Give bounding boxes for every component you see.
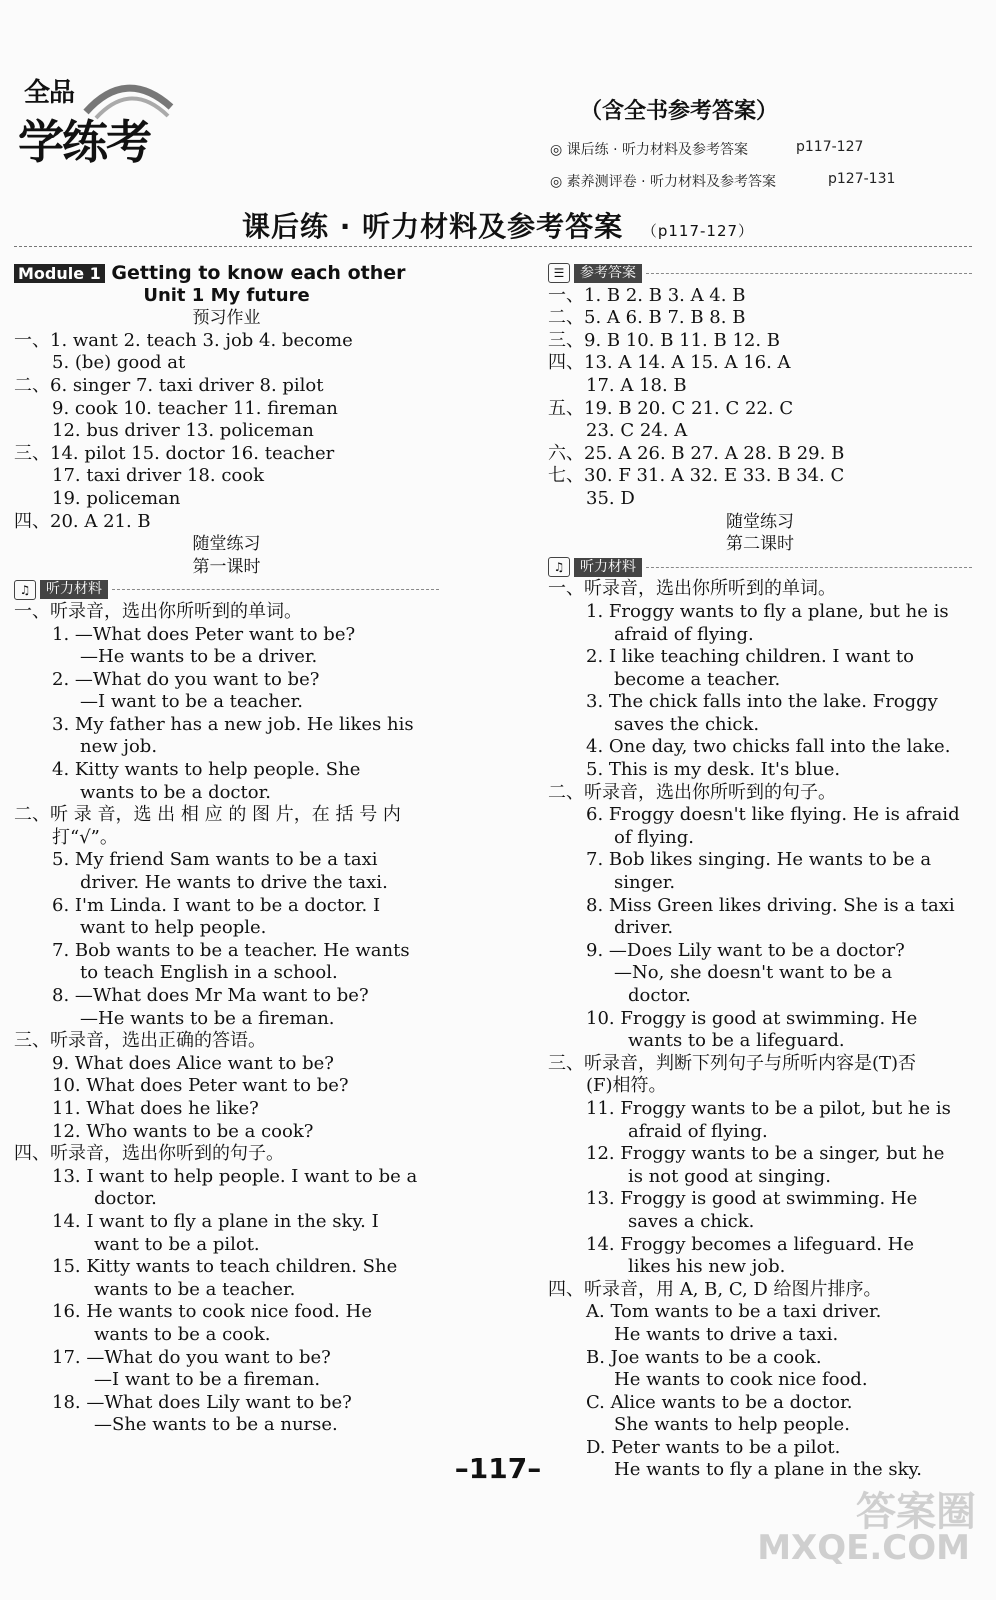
question-line: likes his new job.: [628, 1256, 786, 1278]
answer-line: 35. D: [586, 487, 635, 509]
listening-material-label: 听力材料: [40, 580, 108, 599]
question-line: wants to be a doctor.: [80, 781, 271, 803]
question-line: 二、听 录 音，选 出 相 应 的 图 片，在 括 号 内: [14, 804, 401, 826]
question-line: —I want to be a teacher.: [80, 691, 303, 713]
question-line: to teach English in a school.: [80, 962, 338, 984]
question-line: 7. Bob wants to be a teacher. He wants: [52, 939, 410, 961]
question-line: 10. Froggy is good at swimming. He: [586, 1007, 918, 1029]
section-practice: 随堂练习: [726, 511, 794, 532]
answer-line: 17. taxi driver 18. cook: [52, 465, 264, 487]
question-line: 二、听录音，选出你所听到的句子。: [548, 781, 836, 803]
question-line: 2. —What do you want to be?: [52, 668, 320, 690]
question-line: 12. Froggy wants to be a singer, but he: [586, 1143, 945, 1165]
answer-key-tag: [548, 262, 972, 285]
question-line: 2. I like teaching children. I want to: [586, 646, 914, 668]
main-title: [0, 205, 996, 245]
answer-line: 12. bus driver 13. policeman: [52, 420, 314, 442]
question-line: 14. Froggy becomes a lifeguard. He: [586, 1233, 915, 1255]
answer-line: 二、6. singer 7. taxi driver 8. pilot: [14, 374, 324, 396]
question-line: 7. Bob likes singing. He wants to be a: [586, 849, 932, 871]
header-line-2-name: ◎ 素养测评卷 · 听力材料及参考答案: [550, 174, 777, 190]
question-line: 三、听录音，选出正确的答语。: [14, 1030, 266, 1052]
question-line: 13. I want to help people. I want to be a: [52, 1165, 418, 1187]
question-line: wants to be a lifeguard.: [628, 1030, 845, 1052]
title-divider: [14, 246, 972, 247]
tag-divider: [112, 589, 439, 590]
question-line: 一、听录音，选出你所听到的单词。: [14, 600, 302, 622]
module-heading: [14, 262, 439, 285]
question-line: 3. My father has a new job. He likes his: [52, 713, 414, 735]
question-line: 三、听录音，判断下列句子与所听内容是(T)否: [548, 1052, 917, 1074]
question-line: —She wants to be a nurse.: [94, 1414, 338, 1436]
question-line: is not good at singing.: [628, 1165, 831, 1187]
question-line: 四、听录音，用 A, B, C, D 给图片排序。: [548, 1278, 882, 1300]
tag-divider: [646, 567, 972, 568]
question-line: 15. Kitty wants to teach children. She: [52, 1256, 398, 1278]
headphones-icon: ♫: [548, 557, 570, 577]
question-line: wants to be a cook.: [94, 1323, 271, 1345]
question-line: 10. What does Peter want to be?: [52, 1075, 349, 1097]
question-line: 4. One day, two chicks fall into the lake.: [586, 736, 951, 758]
question-line: —No, she doesn't want to be a: [614, 962, 893, 984]
answer-line: 三、14. pilot 15. doctor 16. teacher: [14, 442, 335, 464]
answer-line: 五、19. B 20. C 21. C 22. C: [548, 397, 794, 419]
question-line: 9. —Does Lily want to be a doctor?: [586, 939, 905, 961]
headphones-icon: ♫: [14, 580, 36, 600]
answer-line: 一、1. want 2. teach 3. job 4. become: [14, 329, 353, 351]
question-line: (F)相符。: [586, 1075, 667, 1097]
question-line: He wants to drive a taxi.: [614, 1323, 839, 1345]
right-column: [548, 262, 972, 1482]
header-line-1-name: ◎ 课后练 · 听力材料及参考答案: [550, 142, 749, 158]
publisher-logo: [18, 72, 178, 167]
question-line: D. Peter wants to be a pilot.: [586, 1436, 841, 1458]
question-line: B. Joe wants to be a cook.: [586, 1346, 822, 1368]
question-line: 6. Froggy doesn't like flying. He is afraid: [586, 804, 960, 826]
question-line: wants to be a teacher.: [94, 1278, 296, 1300]
question-line: 18. —What does Lily want to be?: [52, 1391, 352, 1413]
header-title: （含全书参考答案）: [579, 99, 778, 124]
list-icon: ☰: [548, 263, 570, 283]
question-line: 8. —What does Mr Ma want to be?: [52, 985, 369, 1006]
question-line: 9. What does Alice want to be?: [52, 1052, 334, 1074]
question-line: 5. My friend Sam wants to be a taxi: [52, 849, 378, 871]
answer-line: 17. A 18. B: [586, 374, 687, 396]
question-line: 6. I'm Linda. I want to be a doctor. I: [52, 894, 381, 916]
question-line: C. Alice wants to be a doctor.: [586, 1391, 853, 1413]
question-line: afraid of flying.: [614, 623, 754, 645]
question-line: 打“√”。: [52, 826, 118, 848]
question-line: 4. Kitty wants to help people. She: [52, 759, 361, 781]
answer-line: 三、9. B 10. B 11. B 12. B: [548, 329, 781, 351]
question-line: —He wants to be a fireman.: [80, 1007, 335, 1029]
header-line-2-pages: p127-131: [828, 171, 896, 187]
question-line: She wants to help people.: [614, 1414, 850, 1436]
question-line: doctor.: [628, 985, 691, 1006]
question-line: driver. He wants to drive the taxi.: [80, 872, 388, 894]
module-badge: Module 1: [14, 264, 105, 283]
answer-line: 9. cook 10. teacher 11. fireman: [52, 397, 338, 419]
logo-bottom-text: 学练考: [18, 115, 150, 169]
answer-line: 23. C 24. A: [586, 420, 688, 442]
question-line: doctor.: [94, 1188, 157, 1210]
question-line: singer.: [614, 872, 676, 894]
answer-line: 19. policeman: [52, 487, 181, 509]
tag-divider: [646, 273, 972, 274]
header-line-1: [550, 139, 880, 159]
logo-top-text: 全品: [24, 78, 75, 108]
question-line: driver.: [614, 917, 674, 939]
question-line: A. Tom wants to be a taxi driver.: [586, 1301, 882, 1323]
question-line: of flying.: [614, 826, 694, 848]
answer-line: 一、1. B 2. B 3. A 4. B: [548, 284, 746, 306]
question-line: afraid of flying.: [628, 1120, 768, 1142]
answer-key-label: 参考答案: [574, 264, 642, 283]
main-title-pages: （p117-127）: [641, 222, 755, 240]
main-title-text: 课后练 · 听力材料及参考答案: [241, 210, 624, 243]
question-line: 四、听录音，选出你听到的句子。: [14, 1143, 284, 1165]
question-line: 一、听录音，选出你所听到的单词。: [548, 578, 836, 600]
question-line: 13. Froggy is good at swimming. He: [586, 1188, 918, 1210]
question-line: 11. What does he like?: [52, 1097, 259, 1119]
question-line: He wants to fly a plane in the sky.: [614, 1459, 923, 1481]
question-line: become a teacher.: [614, 668, 781, 690]
question-line: 17. —What do you want to be?: [52, 1346, 331, 1368]
question-line: 1. Froggy wants to fly a plane, but he is: [586, 600, 949, 622]
unit-title: Unit 1 My future: [143, 284, 310, 306]
answer-line: 二、5. A 6. B 7. B 8. B: [548, 307, 746, 329]
watermark-logo: 答案圈: [856, 1489, 976, 1535]
question-line: 16. He wants to cook nice food. He: [52, 1301, 372, 1323]
question-line: new job.: [80, 736, 158, 758]
header-line-1-pages: p117-127: [796, 139, 864, 155]
listening-material-tag: [548, 556, 972, 579]
question-line: 14. I want to fly a plane in the sky. I: [52, 1210, 379, 1232]
answer-line: 四、13. A 14. A 15. A 16. A: [548, 352, 791, 374]
question-line: —He wants to be a driver.: [80, 646, 318, 668]
question-line: want to help people.: [80, 917, 267, 939]
question-line: 8. Miss Green likes driving. She is a taxi: [586, 894, 955, 916]
left-column: [14, 262, 439, 1437]
question-line: saves a chick.: [628, 1210, 755, 1232]
section-practice: 随堂练习: [192, 534, 261, 555]
section-lesson: 第二课时: [726, 534, 794, 555]
listening-material-tag: [14, 578, 439, 601]
answer-line: 七、30. F 31. A 32. E 33. B 34. C: [548, 465, 845, 487]
section-preview: 预习作业: [192, 308, 261, 329]
question-line: saves the chick.: [614, 713, 760, 735]
question-line: 5. This is my desk. It's blue.: [586, 759, 841, 781]
answer-line: 5. (be) good at: [52, 352, 186, 374]
question-line: want to be a pilot.: [94, 1233, 260, 1255]
answer-line: 六、25. A 26. B 27. A 28. B 29. B: [548, 442, 845, 464]
answer-line: 四、20. A 21. B: [14, 510, 151, 532]
question-line: 12. Who wants to be a cook?: [52, 1120, 314, 1142]
question-line: —I want to be a fireman.: [94, 1369, 321, 1391]
question-line: 3. The chick falls into the lake. Froggy: [586, 691, 938, 713]
question-line: 1. —What does Peter want to be?: [52, 623, 356, 645]
question-line: He wants to cook nice food.: [614, 1369, 868, 1391]
header-line-2: [550, 171, 910, 191]
question-line: 11. Froggy wants to be a pilot, but he is: [586, 1097, 951, 1119]
watermark-url: MXQE.COM: [757, 1528, 970, 1568]
section-lesson: 第一课时: [192, 556, 261, 577]
module-title: Getting to know each other: [111, 262, 406, 284]
page-number: –117–: [454, 1452, 542, 1485]
listening-material-label: 听力材料: [574, 558, 642, 577]
